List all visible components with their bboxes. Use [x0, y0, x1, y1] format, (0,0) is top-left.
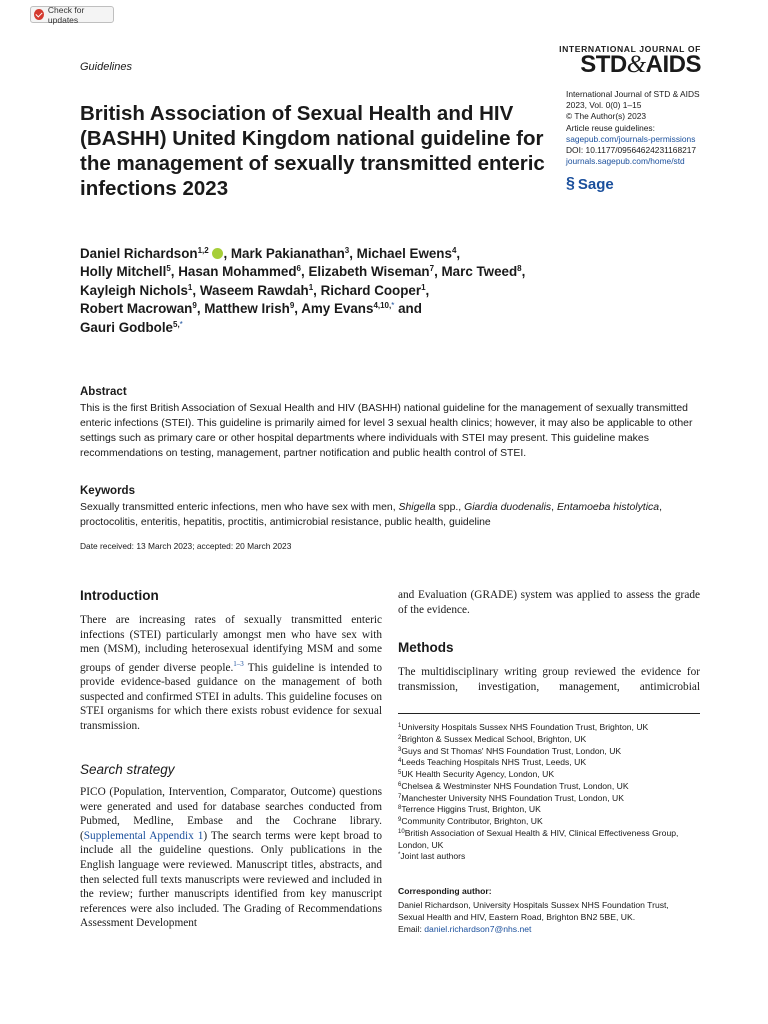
author-affil: 1: [187, 282, 193, 292]
author[interactable]: Amy Evans: [301, 301, 374, 317]
author[interactable]: Kayleigh Nichols: [80, 282, 188, 298]
affiliation-item: $^7$Manchester University NHS Foundation Trust, London, UK: [398, 792, 624, 803]
journal-logo: [559, 52, 701, 78]
journal-amp: &: [626, 51, 646, 78]
journal-std: STD: [580, 51, 627, 78]
author[interactable]: Elizabeth Wiseman: [308, 264, 430, 280]
dates-line: Date received: 13 March 2023; accepted: 20 March 2023: [80, 541, 292, 551]
methods-text: The multidisciplinary writing group reviewed the evidence for transmission, investigation, management, antimicrobial: [398, 666, 700, 693]
supplemental-appendix-link[interactable]: Supplemental Appendix 1: [83, 829, 204, 842]
affiliations-list: [398, 722, 703, 863]
keywords-heading: Keywords: [80, 485, 135, 497]
author-affil: 4: [451, 246, 457, 255]
abstract-heading: Abstract: [80, 386, 127, 398]
corresponding-line: Sexual Health and HIV, Eastern Road, Brighton BN2 5BE, UK.: [398, 911, 636, 922]
author-list: Daniel Richardson$^{1,2}$ , Mark Pakianathan$^3$, Michael Ewens$^4$, Holly Mitchell$^5$, Hasan Mohammed$^6$, Elizabeth Wiseman$^7$, Marc Tweed$^8$, Kayleigh Nichols$^1$, Waseem Rawdah$^1$, Richard Cooper$^1$, Robert Macrowan$^9$, Matthew Irish$^9$, Amy Evans$^{4,10,*}$ and Gauri Godbole$^{5,*}$: [80, 246, 526, 335]
affiliation-item: $^9$Community Contributor, Brighton, UK: [398, 816, 543, 826]
author-affil: 9: [289, 301, 295, 311]
email-link[interactable]: daniel.richardson7@nhs.net: [424, 923, 532, 934]
publisher-logo: [566, 175, 614, 193]
reference-link[interactable]: 1–3: [233, 659, 244, 668]
affiliation-item: $^{10}$British Association of Sexual Health & HIV, Clinical Effectiveness Group, London, UK: [398, 827, 679, 850]
footnote-divider: [398, 713, 700, 714]
author[interactable]: Richard Cooper: [320, 282, 422, 298]
author[interactable]: Hasan Mohammed: [178, 264, 297, 280]
meta-journal: International Journal of STD & AIDS: [566, 89, 700, 99]
affiliation-item: $^3$Guys and St Thomas' NHS Foundation Trust, London, UK: [398, 745, 622, 756]
check-for-updates-button[interactable]: [30, 6, 114, 23]
affiliation-item: $^5$UK Health Security Agency, London, UK: [398, 769, 555, 779]
corresponding-email-line: Email: daniel.richardson7@nhs.net: [398, 923, 532, 934]
abstract-text: This is the first British Association of Sexual Health and HIV (BASHH) national guideline for the management of sexually transmitted enteric infections (STEI). This guideline is primarily aimed for level 3 sexual health clinics; however, it may also be applicable to other settings such as primary care or other hospital departments where individuals with STEI may present. This guideline makes recommendations on testing, management, partner notification and public health control of STEI.: [80, 403, 693, 460]
corresponding-heading: Corresponding author:: [398, 886, 492, 896]
authors-and: and: [398, 301, 422, 317]
meta-home-link[interactable]: journals.sagepub.com/home/std: [566, 156, 685, 167]
affiliation-item: $^2$Brighton & Sussex Medical School, Brighton, UK: [398, 733, 587, 744]
author-affil: 8: [517, 264, 522, 274]
affiliation-item: $^8$Terrence Higgins Trust, Brighton, UK: [398, 804, 541, 815]
sage-s-icon: §: [566, 175, 575, 192]
author[interactable]: Robert Macrowan: [80, 301, 193, 317]
author[interactable]: Mark Pakianathan: [230, 246, 345, 261]
author-affil: 7: [429, 264, 435, 274]
affiliation-item: *Joint last authors: [398, 851, 466, 862]
section-label: Guidelines: [80, 61, 132, 73]
author-affil: 4,10,*: [373, 301, 395, 311]
introduction-text: There are increasing rates of sexually transmitted enteric infections (STEI) particularly amongst men who have sex with men (MSM), including heterosexual identifying MSM and some groups of gender diverse people.$^{1-3}$ This guideline is intended to provide evidence-based guidance on the management of both suspected and confirmed STEI in adults. This guideline focuses on STEI organisms for which there exists robust evidence for sexual transmission.: [80, 614, 382, 732]
keywords-text: Sexually transmitted enteric infections, men who have sex with men, Shigella spp., Giardia duodenalis, Entamoeba histolytica, proctocolitis, enteritis, hepatitis, proctitis, antimicrobial resistance, public health, guideline: [80, 502, 662, 529]
introduction-heading: Introduction: [80, 588, 159, 603]
author-affil: 1: [308, 282, 314, 292]
affiliation-item: $^4$Leeds Teaching Hospitals NHS Trust, Leeds, UK: [398, 757, 587, 768]
corresponding-line: Daniel Richardson, University Hospitals Sussex NHS Foundation Trust,: [398, 900, 669, 910]
affiliation-item: $^6$Chelsea & Westminster NHS Foundation Trust, London, UK: [398, 780, 629, 791]
affiliation-item: $^1$University Hospitals Sussex NHS Foundation Trust, Brighton, UK: [398, 722, 649, 732]
journal-aids: AIDS: [645, 51, 701, 78]
meta-permissions-link[interactable]: sagepub.com/journals-permissions: [566, 133, 696, 144]
orcid-icon[interactable]: [212, 248, 223, 259]
check-updates-label: Check for updates: [47, 4, 85, 25]
article-meta: [566, 89, 716, 167]
publisher-name: Sage: [577, 175, 614, 193]
author-affil: 9: [192, 301, 197, 311]
author[interactable]: Michael Ewens: [356, 246, 452, 261]
author-affil: 5,*: [173, 319, 183, 329]
meta-doi: DOI: 10.1177/09564624231168217: [566, 145, 697, 156]
article-title: British Association of Sexual Health and HIV (BASHH) United Kingdom national guideline for the management of sexually transmitted enteric infections 2023: [80, 102, 545, 200]
journal-name-top: INTERNATIONAL JOURNAL OF: [559, 44, 701, 54]
author-affil: 6: [296, 264, 301, 274]
meta-volume: 2023, Vol. 0(0) 1–15: [566, 100, 642, 111]
grade-continuation-text: and Evaluation (GRADE) system was applied to assess the grade of the evidence.: [398, 589, 700, 616]
author-affil: 1: [421, 282, 426, 292]
meta-copyright: © The Author(s) 2023: [566, 111, 647, 122]
author[interactable]: Matthew Irish: [204, 301, 290, 317]
author[interactable]: Daniel Richardson: [80, 246, 198, 261]
search-strategy-text: PICO (Population, Intervention, Comparator, Outcome) questions were generated and used for database searches conducted from Pubmed, Medline, Embase and the Cochrane library. (Supplemental Appendix 1) The search terms were kept broad to include all the guideline questions. Only publications in the English language were reviewed. Manuscript titles, abstracts, and then selected full texts manuscripts were reviewed and included in the review; further manuscripts identified from key manuscript references were also included. The Grading of Recommendations Assessment Development: [80, 786, 382, 930]
author[interactable]: Marc Tweed: [441, 264, 518, 280]
author[interactable]: Gauri Godbole: [80, 319, 173, 335]
author-affil: 3: [344, 246, 350, 255]
methods-heading: Methods: [398, 640, 454, 655]
search-strategy-heading: Search strategy: [80, 762, 175, 777]
author[interactable]: Waseem Rawdah: [199, 282, 309, 298]
check-updates-icon: [34, 9, 44, 20]
corresponding-details: [398, 900, 703, 935]
author[interactable]: Holly Mitchell: [80, 264, 167, 280]
author-affil: 5: [166, 264, 171, 274]
meta-reuse: Article reuse guidelines:: [566, 122, 655, 133]
author-affil: 1,2: [197, 246, 209, 255]
